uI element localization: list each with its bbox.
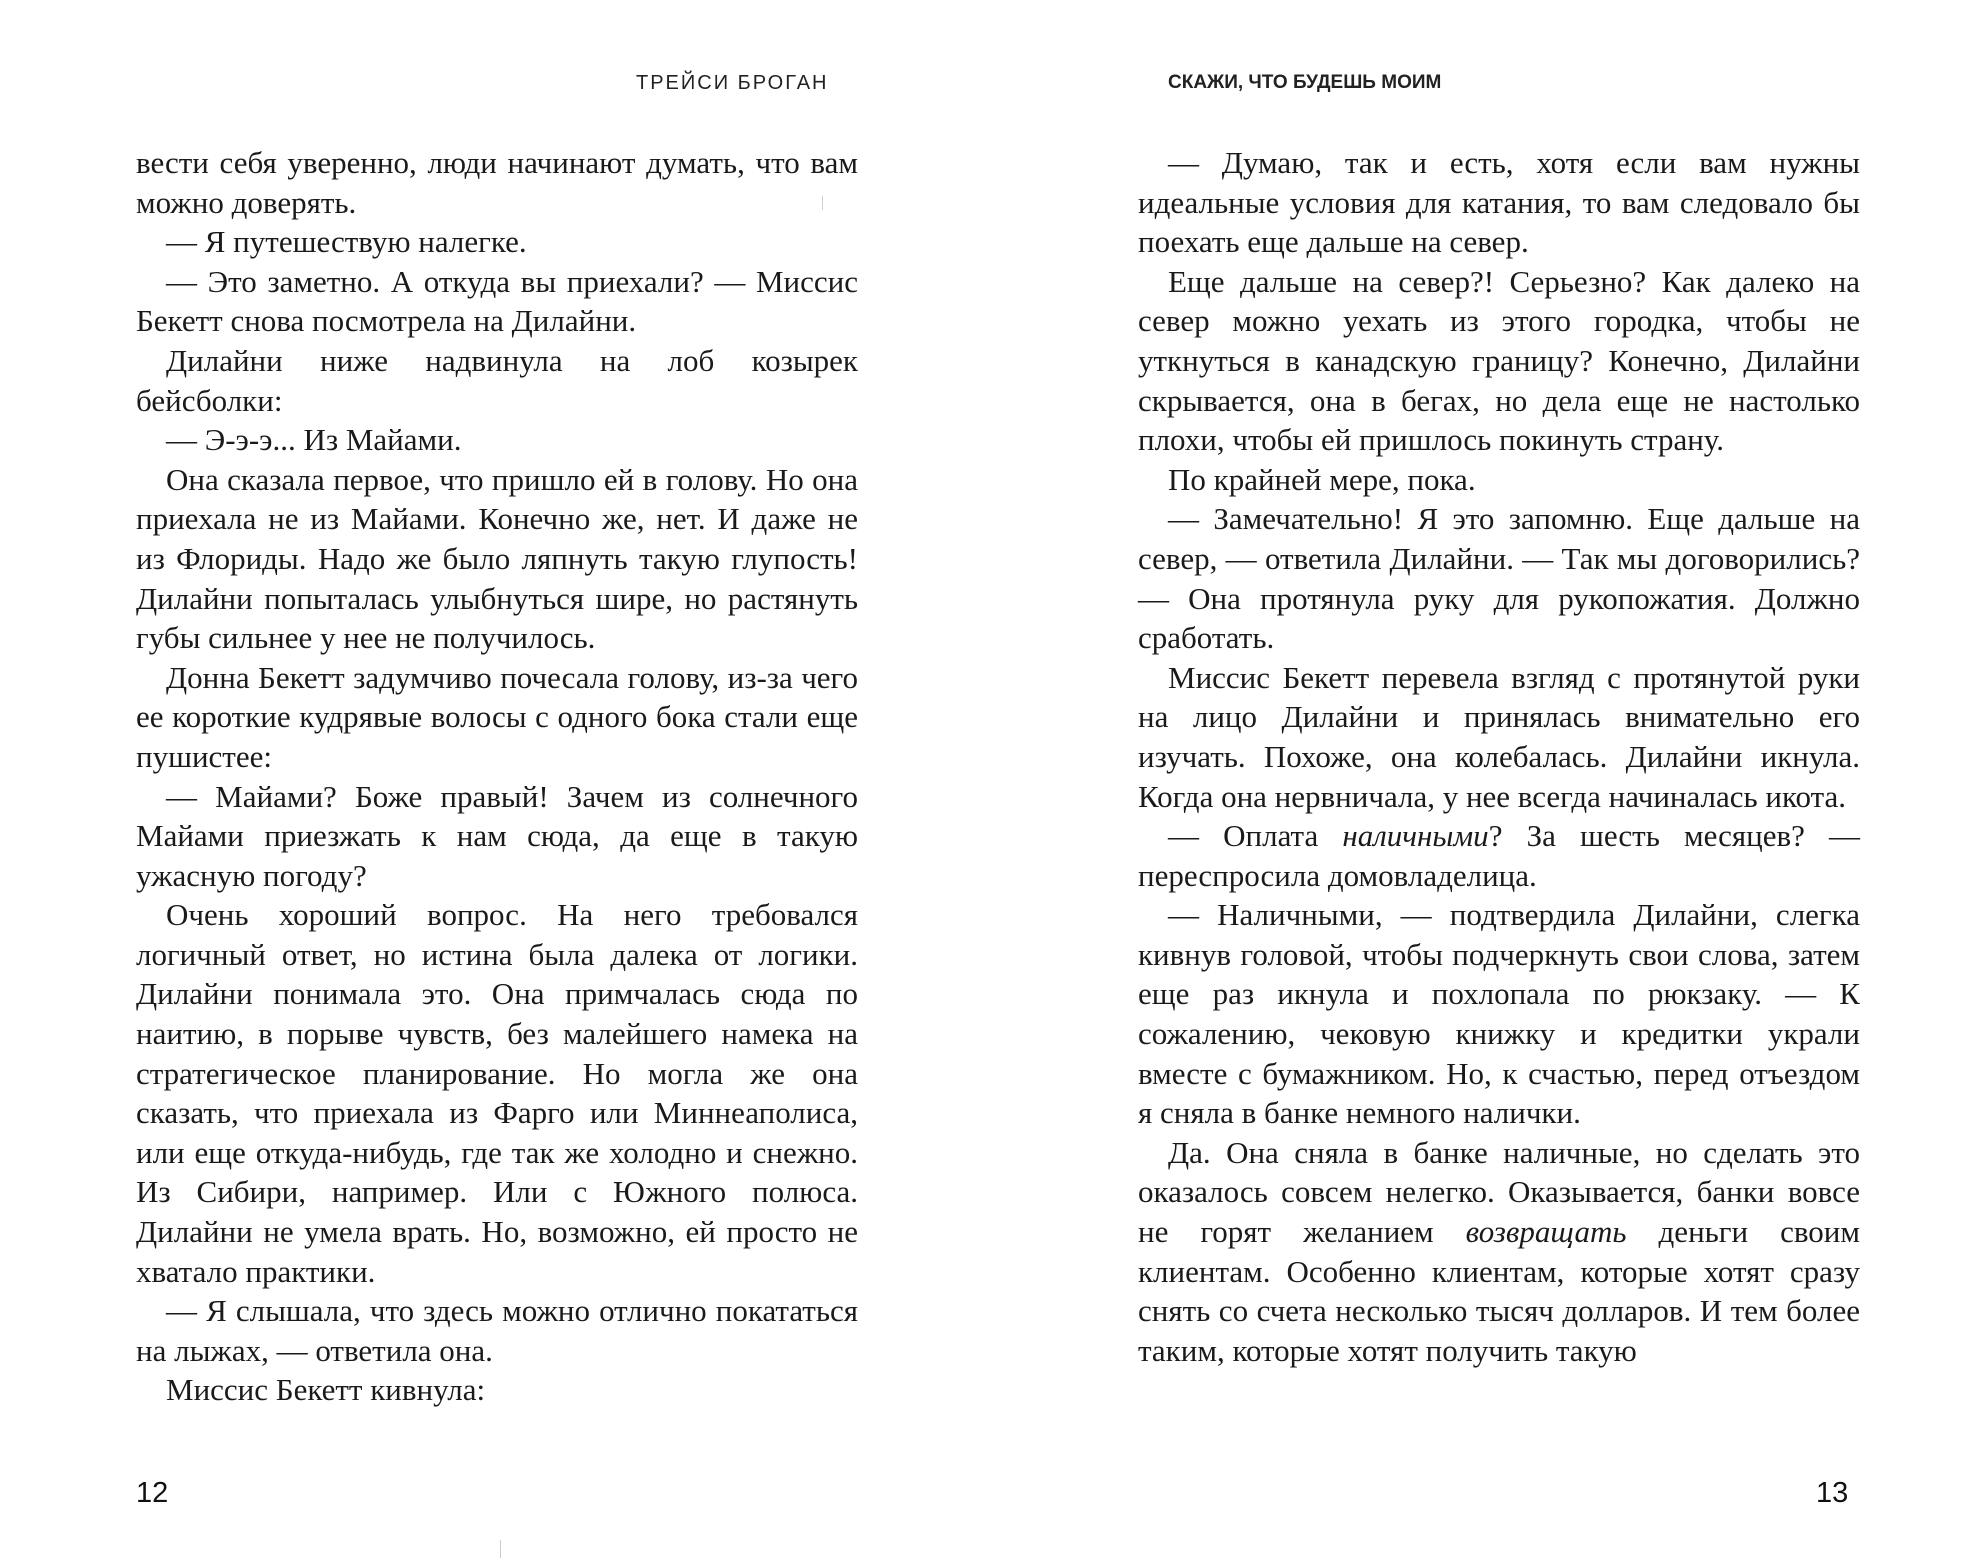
- paragraph: вести себя уверенно, люди начинают думать, что вам можно доверять.: [136, 145, 858, 220]
- paragraph: [1138, 1133, 1860, 1371]
- text-run: Да. Она сняла в банке наличные, но сделать это оказалось совсем нелегко. Оказывается, банки вовсе не горят желанием: [1138, 1134, 1860, 1250]
- dialogue-line: — Думаю, так и есть, хотя если вам нужны идеальные условия для катания, то вам следовало бы поехать еще дальше на север.: [1138, 145, 1860, 260]
- text-run: — Оплата: [1168, 818, 1343, 854]
- dialogue-line: — Э-э-э... Из Майами.: [166, 422, 462, 458]
- paragraph: Донна Бекетт задумчиво почесала голову, из-за чего ее короткие кудрявые волосы с одного бока стали еще пушистее:: [136, 659, 858, 774]
- running-head-title: СКАЖИ, ЧТО БУДЕШЬ МОИМ: [1168, 72, 1442, 93]
- text-run: ? За шесть месяцев? — переспросила домовладелица.: [1138, 818, 1860, 893]
- print-mark: [500, 1540, 501, 1558]
- text-run: деньги своим клиентам. Особенно клиентам, которые хотят сразу снять со счета несколько тысяч долларов. И тем более таким, которые хотят получить такую: [1138, 1214, 1860, 1368]
- paragraph: Миссис Бекетт перевела взгляд с протянутой руки на лицо Дилайни и принялась внимательно его изучать. Похоже, она колебалась. Дилайни икнула. Когда она нервничала, у нее всегда начиналась икота.: [1138, 659, 1860, 814]
- paragraph: Дилайни ниже надвинула на лоб козырек бейсболки:: [136, 342, 858, 418]
- page-number-right: 13: [1816, 1477, 1849, 1509]
- dialogue-line: — Майами? Боже правый! Зачем из солнечного Майами приезжать к нам сюда, да еще в такую ужасную погоду?: [136, 778, 858, 893]
- dialogue-line: — Я слышала, что здесь можно отлично покататься на лыжах, — ответила она.: [136, 1293, 858, 1368]
- dialogue-line: — Наличными, — подтвердила Дилайни, слегка кивнув головой, чтобы подчеркнуть свои слова, затем еще раз икнула и похлопала по рюкзаку. — К сожалению, чековую книжку и кредитки украли вместе с бумажником. Но, к счастью, перед отъездом я сняла в банке немного налички.: [1138, 897, 1860, 1131]
- paragraph: Очень хороший вопрос. На него требовался логичный ответ, но истина была далека от логики. Дилайни понимала это. Она примчалась сюда по наитию, в порыве чувств, без малейшего намека на стратегическое планирование. Но могла же она сказать, что приехала из Фарго или Миннеаполиса, или еще откуда-нибудь, где так же холодно и снежно. Из Сибири, например. Или с Южного полюса. Дилайни не умела врать. Но, возможно, ей просто не хватало практики.: [136, 897, 858, 1289]
- paragraph: Она сказала первое, что пришло ей в голову. Но она приехала не из Майами. Конечно же, нет. И даже не из Флориды. Надо же было ляпнуть такую глупость! Дилайни попыталась улыбнуться шире, но растянуть губы сильнее у нее не получилось.: [136, 461, 858, 656]
- emphasis: возвращать: [1465, 1214, 1627, 1250]
- paragraph: По крайней мере, пока.: [1168, 461, 1476, 497]
- paragraph: Еще дальше на север?! Серьезно? Как далеко на север можно уехать из этого городка, чтобы не уткнуться в канадскую границу? Конечно, Дилайни скрывается, она в бегах, но дела еще не настолько плохи, чтобы ей пришлось покинуть страну.: [1138, 263, 1860, 458]
- left-page-body: [136, 143, 858, 1410]
- paragraph: Миссис Бекетт кивнула:: [166, 1372, 486, 1408]
- dialogue-line: — Это заметно. А откуда вы приехали? — Миссис Бекетт снова посмотрела на Дилайни.: [136, 263, 858, 339]
- running-head-author: ТРЕЙСИ БРОГАН: [636, 72, 829, 94]
- right-page-body: [1138, 143, 1860, 1370]
- dialogue-line: [1138, 816, 1860, 895]
- dialogue-line: — Я путешествую налегке.: [166, 224, 527, 260]
- emphasis: наличными: [1342, 818, 1489, 854]
- right-page: [984, 0, 1968, 1560]
- page-number-left: 12: [136, 1477, 169, 1509]
- dialogue-line: — Замечательно! Я это запомню. Еще дальше на север, — ответила Дилайни. — Так мы договорились? — Она протянула руку для рукопожатия. Должно сработать.: [1138, 501, 1860, 656]
